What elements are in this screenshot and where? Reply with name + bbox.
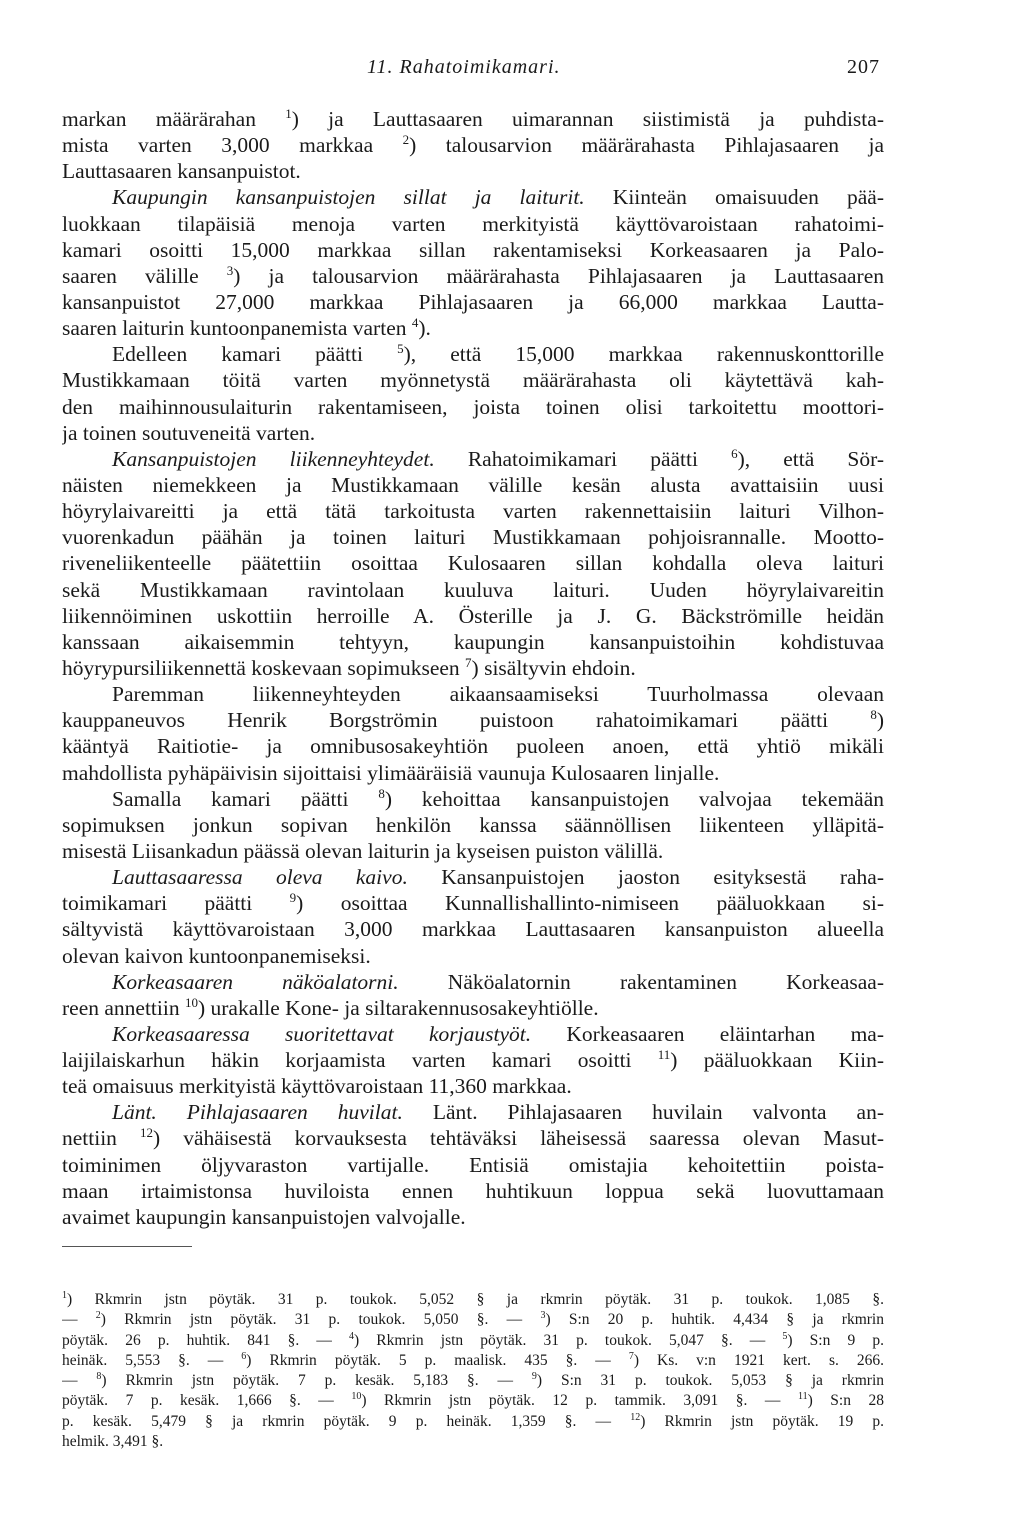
text-line: [62, 524, 884, 550]
text-line: [62, 1178, 884, 1204]
footnote-marker: 8: [96, 1371, 102, 1383]
text-run: ) S:n 9 p.: [787, 1331, 884, 1349]
footnote-marker: 5: [397, 341, 404, 357]
text-line: [62, 237, 884, 263]
text-run: vuorenkadun päähän ja toinen laituri Mustikkamaan pohjoisrannalle. Mootto-: [62, 525, 884, 550]
book-page: [62, 0, 884, 1536]
footnote-line: [62, 1391, 884, 1411]
footnote-marker: 2: [95, 1310, 101, 1322]
text-run: pöytäk. 7 p. kesäk. 1,666 §. —: [62, 1392, 352, 1410]
text-line: [62, 733, 884, 759]
text-run: kauppaneuvos Henrik Borgströmin puistoon rahatoimikamari päätti: [62, 708, 871, 733]
text-run: teä omaisuus merkityistä käyttövaroistaan 11,360 markkaa.: [62, 1074, 572, 1099]
text-run: pöytäk. 26 p. huhtik. 841 §. —: [62, 1331, 349, 1349]
footnote-marker: 1: [62, 1290, 67, 1301]
text-run: kanssaan aikaisemmin tehtyyn, kaupungin kansanpuistoihin kohdistuvaa: [62, 629, 884, 654]
text-line: [62, 1152, 884, 1178]
text-run: Kansanpuistojen jaoston esityksestä raha-: [407, 865, 884, 890]
text-run: ), että 15,000 markkaa rakennuskonttorille: [403, 342, 884, 367]
section-heading: Kansanpuistojen liikenneyhteydet.: [112, 446, 435, 471]
text-line: [62, 864, 884, 890]
text-line: [62, 1021, 884, 1047]
body-text: [62, 106, 884, 1230]
text-line: [62, 420, 884, 446]
text-run: kääntyä Raitiotie- ja omnibusosakeyhtiön puoleen anoen, että yhtiö mikäli: [62, 734, 884, 759]
text-line: [62, 1125, 884, 1151]
text-run: ) Ks. v:n 1921 kert. s. 266.: [633, 1351, 884, 1369]
chapter-title: 11. Rahatoimikamari.: [367, 56, 561, 78]
text-run: sältyvistä käyttövaroistaan 3,000 markkaa Lauttasaaren kansanpuiston alueella: [62, 917, 884, 942]
text-run: —: [62, 1311, 96, 1329]
text-line: [62, 707, 884, 733]
footnote-marker: 4: [411, 315, 419, 331]
footnote-marker: 6: [241, 1350, 247, 1362]
text-line: [62, 211, 884, 237]
text-run: näisten niemekkeen ja Mustikkamaan välille kesän alusta avattaisiin uusi: [62, 472, 884, 497]
footnote-marker: 9: [531, 1371, 537, 1383]
text-line: [62, 760, 884, 786]
text-run: mahdollista pyhäpäivisin sijoittaisi ylimääräisiä vaunuja Kulosaaren linjalle.: [62, 760, 720, 785]
footnote-marker: 5: [782, 1330, 788, 1342]
text-line: [62, 446, 884, 472]
running-head: [62, 56, 884, 86]
text-run: kansanpuistot 27,000 markkaa Pihlajasaaren ja 66,000 markkaa Lautta-: [62, 289, 884, 314]
text-run: ) Rkmrin jstn pöytäk. 31 p. toukok. 5,052 § ja rkmrin pöytäk. 31 p. toukok. 1,085 §.: [67, 1291, 884, 1308]
text-run: ) Rkmrin jstn pöytäk. 12 p. tammik. 3,091 §. —: [361, 1392, 798, 1410]
text-run: Paremman liikenneyhteyden aikaansaamiseksi Tuurholmassa olevaan: [112, 682, 884, 707]
text-line: [62, 603, 884, 629]
footnote-marker: 12: [140, 1125, 154, 1141]
footnote-marker: 11: [657, 1047, 671, 1063]
text-run: markan määrärahan: [62, 107, 286, 131]
text-run: ) Rkmrin jstn pöytäk. 31 p. toukok. 5,050 §. —: [100, 1311, 541, 1329]
text-line: [62, 916, 884, 942]
text-run: ja toinen soutuveneitä varten.: [62, 420, 316, 445]
footnote-marker: 2: [402, 132, 410, 148]
footnote-line: [62, 1290, 884, 1310]
footnote-marker: 1: [285, 106, 292, 121]
footnote-marker: 4: [348, 1330, 354, 1342]
text-line: [62, 394, 884, 420]
text-run: —: [62, 1372, 97, 1390]
footnote-marker: 3: [540, 1310, 546, 1322]
text-run: höyrypursiliikennettä koskevaan sopimukseen: [62, 655, 466, 680]
text-line: [62, 890, 884, 916]
text-run: Rahatoimikamari päätti: [434, 446, 732, 471]
text-line: [62, 1204, 884, 1230]
text-run: ) sisältyvin ehdoin.: [471, 655, 636, 680]
text-line: [62, 498, 884, 524]
footnote-line: [62, 1310, 884, 1330]
text-run: ) ja Lauttasaaren uimarannan siistimistä ja puhdista-: [291, 107, 884, 131]
section-heading: Korkeasaaren näköalatorni.: [112, 969, 399, 994]
text-line: [62, 158, 884, 184]
footnote-marker: 7: [628, 1350, 634, 1362]
text-run: nettiin: [62, 1126, 141, 1151]
footnote-line: [62, 1351, 884, 1371]
footnote-marker: 10: [184, 994, 198, 1010]
section-heading: Lauttasaaressa oleva kaivo.: [112, 865, 408, 890]
footnote-marker: 8: [378, 785, 385, 801]
text-run: Mustikkamaan töitä varten myönnetystä määrärahasta oli käytettävä kah-: [62, 368, 884, 393]
text-run: ), että Sör-: [737, 446, 884, 471]
text-line: [62, 629, 884, 655]
text-run: den maihinnousulaiturin rakentamiseen, joista toinen olisi tarkoitettu moottori-: [62, 394, 884, 419]
text-run: ) Rkmrin jstn pöytäk. 19 p.: [640, 1412, 884, 1430]
text-run: ) talousarvion määrärahasta Pihlajasaaren ja: [409, 133, 884, 158]
text-run: ) Rkmrin jstn pöytäk. 7 p. kesäk. 5,183 §. —: [101, 1372, 532, 1390]
footnote-marker: 11: [797, 1391, 808, 1403]
text-run: ) pääluokkaan Kiin-: [670, 1048, 884, 1073]
text-run: ) ja talousarvion määrärahasta Pihlajasaaren ja Lauttasaaren: [233, 263, 884, 288]
text-run: sekä Mustikkamaan ravintolaan kuuluva laituri. Uuden höyrylaivareitin: [62, 577, 884, 602]
text-run: laijilaiskarhun häkin korjaamista varten kamari osoitti: [62, 1048, 658, 1073]
text-run: ) kehoittaa kansanpuistojen valvojaa tekemään: [384, 786, 884, 811]
text-line: [62, 106, 884, 132]
text-run: ): [876, 708, 884, 733]
text-run: Kiinteän omaisuuden pää-: [584, 185, 884, 210]
text-line: [62, 1099, 884, 1125]
text-line: [62, 263, 884, 289]
text-line: [62, 367, 884, 393]
text-run: olevan kaivon kuntoonpanemiseksi.: [62, 943, 371, 968]
text-run: ) S:n 31 p. toukok. 5,053 § ja rkmrin: [536, 1372, 884, 1390]
text-run: p. kesäk. 5,479 § ja rkmrin pöytäk. 9 p. heinäk. 1,359 §. —: [62, 1412, 631, 1430]
text-run: helmik. 3,491 §.: [62, 1433, 164, 1451]
text-line: [62, 786, 884, 812]
text-run: kamari osoitti 15,000 markkaa sillan rakentamiseksi Korkeasaaren ja Palo-: [62, 237, 884, 262]
footnote-marker: 6: [731, 445, 738, 461]
text-run: reen annettiin: [62, 995, 185, 1020]
text-run: höyrylaivareitti ja että tätä tarkoitusta varten rakennettaisiin laituri Vilhon-: [62, 499, 884, 524]
text-run: Samalla kamari päätti: [112, 786, 379, 811]
text-line: [62, 1047, 884, 1073]
footnote-marker: 8: [870, 707, 877, 723]
text-run: Länt. Pihlajasaaren huvilain valvonta an-: [402, 1100, 884, 1125]
footnote-rule: [62, 1246, 192, 1247]
text-line: [62, 681, 884, 707]
text-run: riveneliikenteelle päätettiin osoittaa Kulosaaren sillan kohdalla oleva laituri: [62, 551, 884, 576]
text-run: misestä Liisankadun päässä olevan laiturin ja kyseisen puiston välillä.: [62, 838, 664, 863]
text-run: ) Rkmrin pöytäk. 5 p. maalisk. 435 §. —: [246, 1351, 629, 1369]
text-run: ).: [418, 316, 431, 341]
page-number: 207: [847, 56, 880, 78]
section-heading: Korkeasaaressa suoritettavat korjaustyöt.: [112, 1021, 532, 1046]
text-run: liikennöiminen uskottiin herroille A. Österille ja J. G. Bäckströmille heidän: [62, 603, 884, 628]
text-line: [62, 1073, 884, 1099]
text-run: sopimuksen jonkun sopivan henkilön kanssa säännöllisen liikenteen ylläpitä-: [62, 812, 884, 837]
footnote-line: [62, 1371, 884, 1391]
text-run: luokkaan tilapäisiä menoja varten merkityistä käyttövaroistaan rahatoimi-: [62, 211, 884, 236]
text-run: ) osoittaa Kunnallishallinto-nimiseen pääluokkaan si-: [296, 891, 884, 916]
text-line: [62, 315, 884, 341]
text-run: ) vähäisestä korvauksesta tehtäväksi läheisessä saaressa olevan Masut-: [153, 1126, 884, 1151]
footnote-line: [62, 1432, 884, 1452]
section-heading: Länt. Pihlajasaaren huvilat.: [112, 1100, 403, 1125]
text-run: Lauttasaaren kansanpuistot.: [62, 159, 301, 184]
footnote-line: [62, 1412, 884, 1432]
footnote-marker: 7: [465, 654, 472, 670]
text-run: ) S:n 20 p. huhtik. 4,434 § ja rkmrin: [545, 1311, 884, 1329]
text-line: [62, 577, 884, 603]
footnote-marker: 9: [289, 890, 297, 906]
text-run: toiminimen öljyvaraston vartijalle. Entisiä omistajia kehoitettiin poista-: [62, 1152, 884, 1177]
text-run: ) urakalle Kone- ja siltarakennusosakeyhtiölle.: [197, 995, 599, 1020]
text-run: ) Rkmrin jstn pöytäk. 31 p. toukok. 5,047 §. —: [353, 1331, 783, 1349]
text-line: [62, 289, 884, 315]
text-run: avaimet kaupungin kansanpuistojen valvojalle.: [62, 1204, 466, 1229]
footnotes: [62, 1290, 884, 1452]
section-heading: Kaupungin kansanpuistojen sillat ja laiturit.: [112, 185, 585, 210]
text-line: [62, 550, 884, 576]
text-run: ) S:n 28: [807, 1392, 884, 1410]
text-line: [62, 655, 884, 681]
text-line: [62, 969, 884, 995]
text-line: [62, 943, 884, 969]
footnote-marker: 12: [630, 1411, 641, 1423]
text-run: toimikamari päätti: [62, 891, 290, 916]
text-line: [62, 472, 884, 498]
text-line: [62, 341, 884, 367]
text-run: maan irtaimistonsa huviloista ennen huhtikuun loppua sekä luovuttamaan: [62, 1178, 884, 1203]
text-run: heinäk. 5,553 §. —: [62, 1351, 242, 1369]
text-line: [62, 812, 884, 838]
text-run: saaren välille: [62, 263, 227, 288]
text-line: [62, 995, 884, 1021]
text-line: [62, 184, 884, 210]
footnote-line: [62, 1331, 884, 1351]
text-run: mista varten 3,000 markkaa: [62, 133, 403, 158]
footnote-marker: 3: [226, 262, 234, 278]
text-run: Edelleen kamari päätti: [112, 342, 398, 367]
text-line: [62, 132, 884, 158]
footnote-marker: 10: [351, 1391, 362, 1403]
text-run: Näköalatornin rakentaminen Korkeasaa-: [398, 969, 884, 994]
text-run: Korkeasaaren eläintarhan ma-: [531, 1021, 884, 1046]
text-line: [62, 838, 884, 864]
text-run: saaren laiturin kuntoonpanemista varten: [62, 316, 412, 341]
